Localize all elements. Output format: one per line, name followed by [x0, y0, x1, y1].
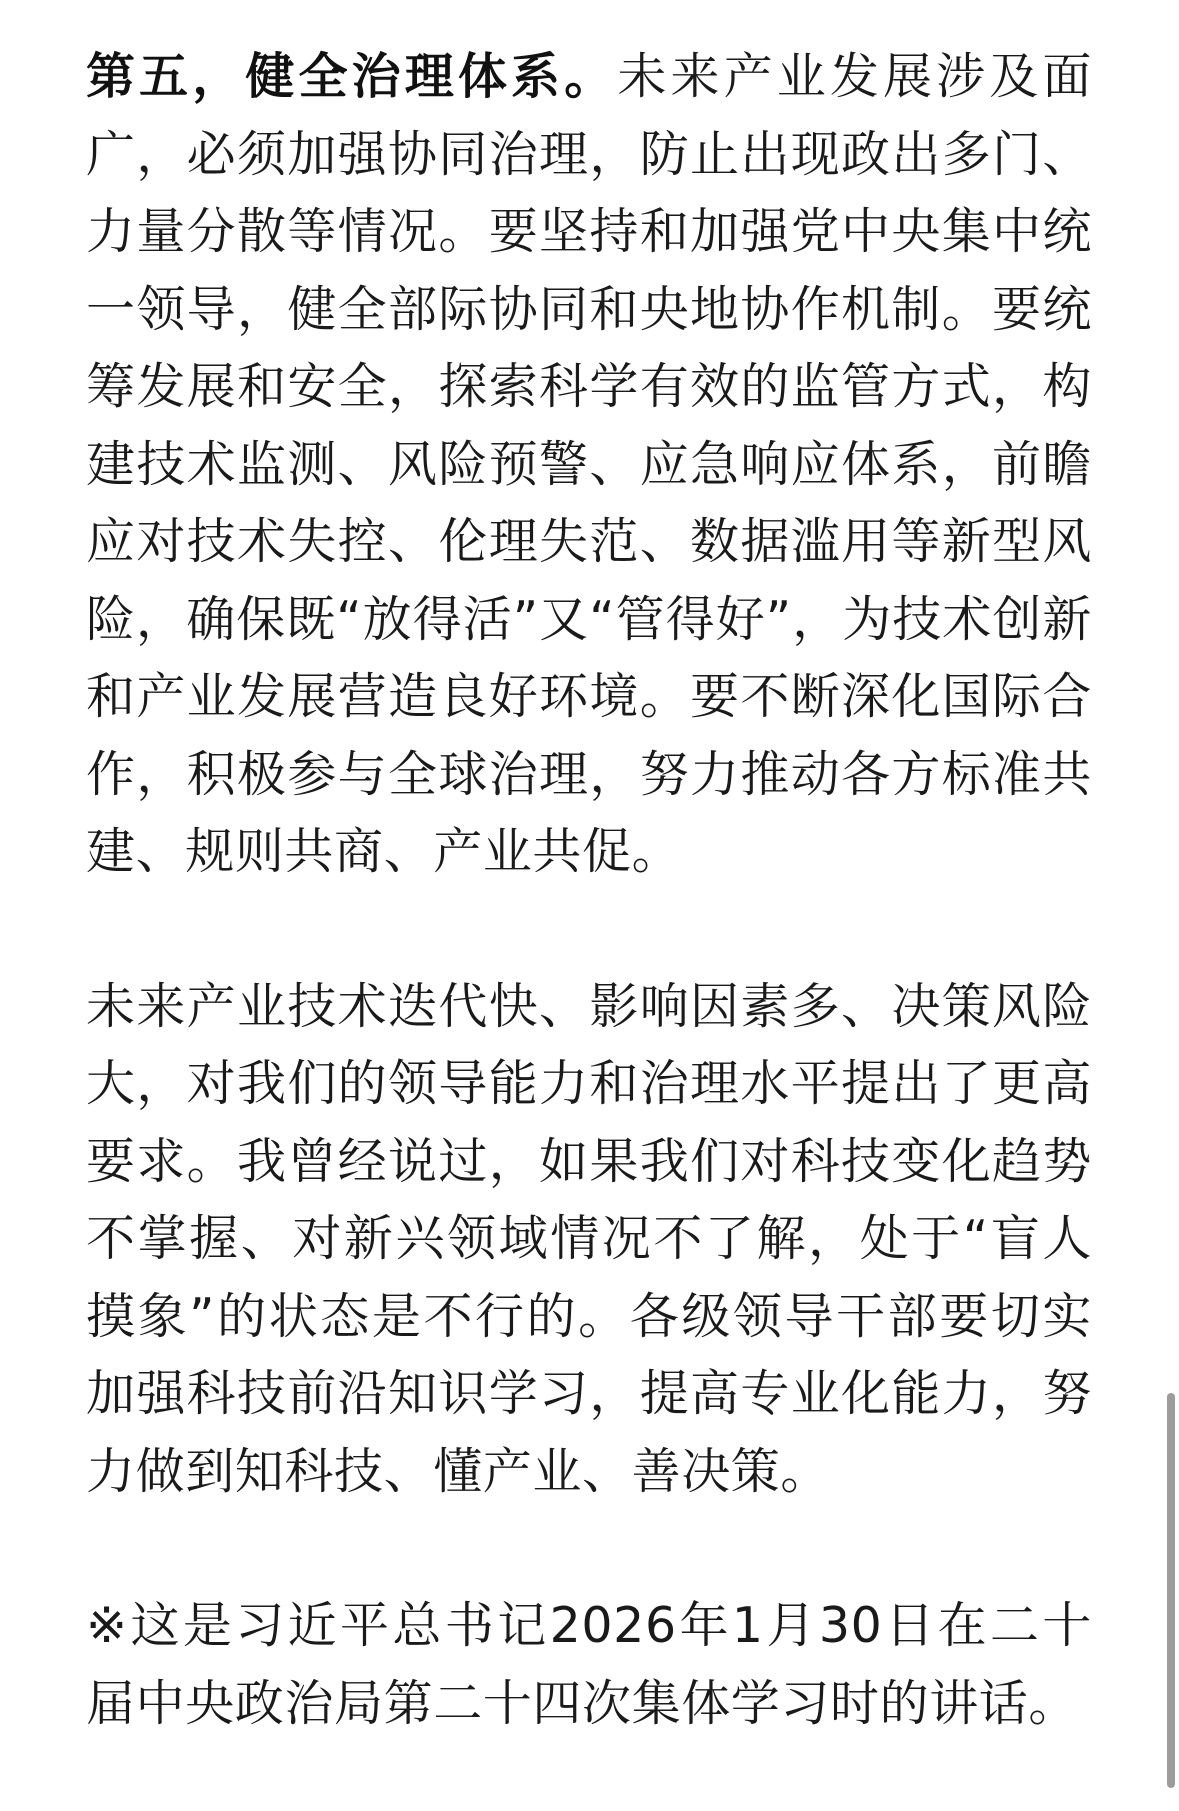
- scrollbar-thumb[interactable]: [1167, 1393, 1175, 1788]
- paragraph-lead-heading: 第五，健全治理体系。: [86, 48, 618, 105]
- source-note-text: ※这是习近平总书记2026年1月30日在二十届中央政治局第二十四次集体学习时的讲话。: [86, 1597, 1092, 1732]
- paragraph-leadership: [86, 968, 1092, 1511]
- paragraph-text: 未来产业发展涉及面广，必须加强协同治理，防止出现政出多门、力量分散等情况。要坚持和加强党中央集中统一领导，健全部际协同和央地协作机制。要统筹发展和安全，探索科学有效的监管方式，构建技术监测、风险预警、应急响应体系，前瞻应对技术失控、伦理失范、数据滥用等新型风险，确保既“放得活”又“管得好”，为技术创新和产业发展营造良好环境。要不断深化国际合作，积极参与全球治理，努力推动各方标准共建、规则共商、产业共促。: [86, 48, 1092, 880]
- article-body: [86, 38, 1092, 1742]
- vertical-scrollbar[interactable]: [1165, 0, 1175, 1811]
- paragraph-governance: [86, 38, 1092, 891]
- paragraph-source-note: [86, 1587, 1092, 1742]
- paragraph-text: 未来产业技术迭代快、影响因素多、决策风险大，对我们的领导能力和治理水平提出了更高要求。我曾经说过，如果我们对科技变化趋势不掌握、对新兴领域情况不了解，处于“盲人摸象”的状态是不行的。各级领导干部要切实加强科技前沿知识学习，提高专业化能力，努力做到知科技、懂产业、善决策。: [86, 977, 1092, 1500]
